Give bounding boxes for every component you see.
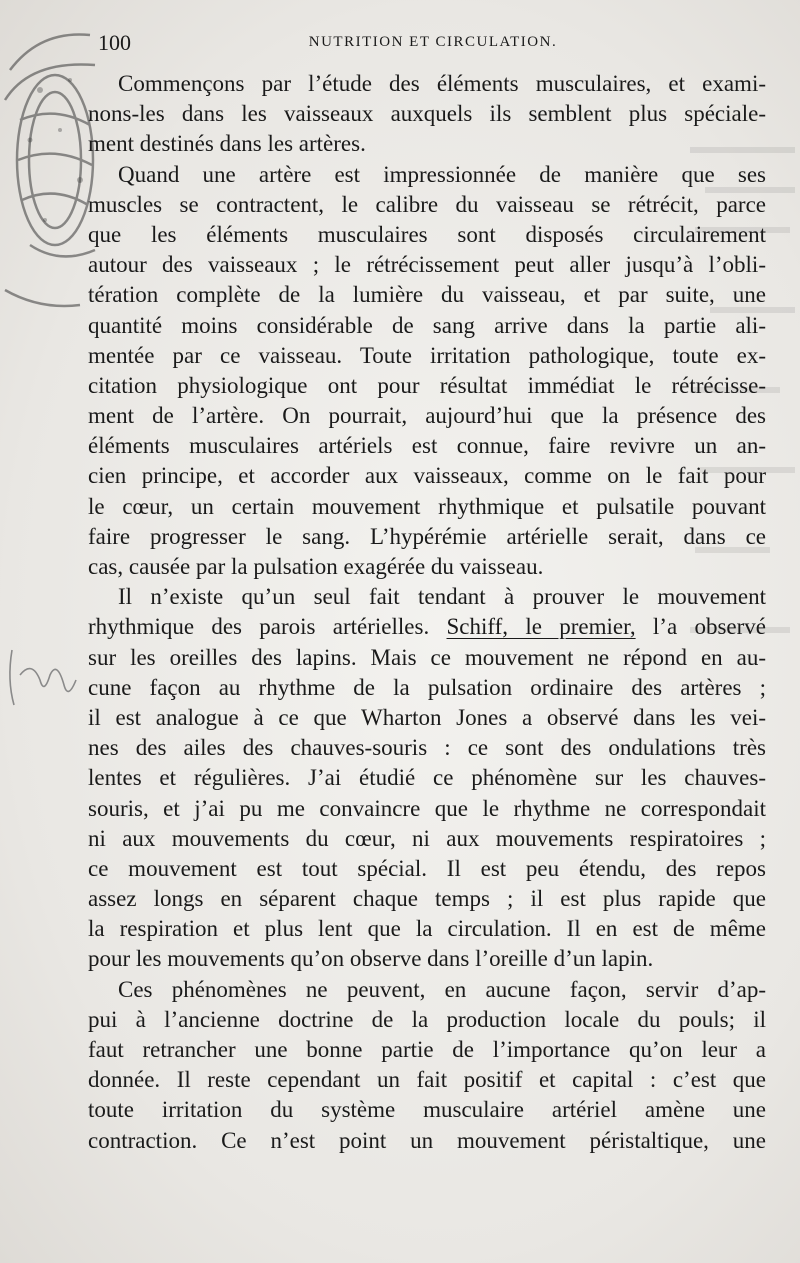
running-title: NUTRITION ET CIRCULATION. xyxy=(308,34,558,50)
text-line: nes des ailes des chauves-souris : ce sont des ondulations très xyxy=(88,735,766,761)
text-line: Quand une artère est impressionnée de manière que ses xyxy=(118,161,766,187)
text-line: faut retrancher une bonne partie de l’importance qu’on leur a xyxy=(88,1037,766,1062)
underlined-phrase: Schiff, le premier, xyxy=(446,614,636,640)
paragraph xyxy=(88,69,766,160)
text-line xyxy=(88,612,766,642)
text-line: quantité moins considérable de sang arrive dans la partie ali- xyxy=(88,312,766,338)
text-line: nons-les dans les vaisseaux auxquels ils semblent plus spéciale- xyxy=(88,101,766,127)
page-header xyxy=(98,30,768,62)
text-line: cune façon au rhythme de la pulsation ordinaire des artères ; xyxy=(88,674,766,700)
pencil-scribble-icon xyxy=(2,640,92,720)
text-line: sur les oreilles des lapins. Mais ce mouvement ne répond en au- xyxy=(88,644,766,670)
text-line: que les éléments musculaires sont disposés circulairement xyxy=(88,221,766,247)
paragraph xyxy=(88,582,766,974)
text-line: il est analogue à ce que Wharton Jones a observé dans les vei- xyxy=(88,704,766,730)
text-line: donnée. Il reste cependant un fait positif et capital : c’est que xyxy=(88,1067,766,1093)
text-line: citation physiologique ont pour résultat immédiat le rétrécisse- xyxy=(88,372,766,398)
text-line: mentée par ce vaisseau. Toute irritation pathologique, toute ex- xyxy=(88,342,766,368)
text-line: autour des vaisseaux ; le rétrécissement peut aller jusqu’à l’obli- xyxy=(88,252,766,278)
text-line: Il n’existe qu’un seul fait tendant à prouver le mouvement xyxy=(118,584,766,610)
text-line: faire progresser le sang. L’hypérémie artérielle serait, dans ce xyxy=(88,523,766,549)
text-line: pour les mouvements qu’on observe dans l’oreille d’un lapin. xyxy=(88,946,654,972)
text-line: Ces phénomènes ne peuvent, en aucune façon, servir d’ap- xyxy=(118,976,766,1002)
text-line: le cœur, un certain mouvement rhythmique et pulsatile pouvant xyxy=(88,493,766,519)
text-line: souris, et j’ai pu me convaincre que le rhythme ne correspondait xyxy=(88,795,766,821)
text-line: contraction. Ce n’est point un mouvement péristaltique, une xyxy=(88,1127,766,1153)
text-line: toute irritation du système musculaire artériel amène une xyxy=(88,1097,766,1123)
text-line: ce mouvement est tout spécial. Il est peu étendu, des repos xyxy=(88,855,766,881)
text-line: la respiration et plus lent que la circulation. Il en est de même xyxy=(88,916,766,942)
text-line: cas, causée par la pulsation exagérée du vaisseau. xyxy=(88,554,544,579)
paragraph xyxy=(88,975,766,1156)
text-line: assez longs en séparent chaque temps ; il est plus rapide que xyxy=(88,886,766,912)
text-segment: rhythmique des parois artérielles. xyxy=(88,614,430,640)
body-text xyxy=(88,69,766,1156)
text-line: pui à l’ancienne doctrine de la production locale du pouls; il xyxy=(88,1006,766,1032)
text-line: Commençons par l’étude des éléments musculaires, et exami- xyxy=(118,71,766,96)
text-line: ni aux mouvements du cœur, ni aux mouvements respiratoires ; xyxy=(88,825,766,851)
text-line: lentes et régulières. J’ai étudié ce phénomène sur les chauves- xyxy=(88,765,766,791)
text-line: ment destinés dans les artères. xyxy=(88,131,366,157)
page-number: 100 xyxy=(98,30,131,55)
text-segment: l’a observé xyxy=(652,614,766,640)
text-line: éléments musculaires artériels est connue, faire revivre un an- xyxy=(88,433,766,459)
text-line: muscles se contractent, le calibre du vaisseau se rétrécit, parce xyxy=(88,191,766,217)
text-line: cien principe, et accorder aux vaisseaux, comme on le fait pour xyxy=(88,463,766,489)
paragraph xyxy=(88,160,766,583)
text-line: ment de l’artère. On pourrait, aujourd’hui que la présence des xyxy=(88,403,766,429)
text-line: tération complète de la lumière du vaisseau, et par suite, une xyxy=(88,282,766,308)
